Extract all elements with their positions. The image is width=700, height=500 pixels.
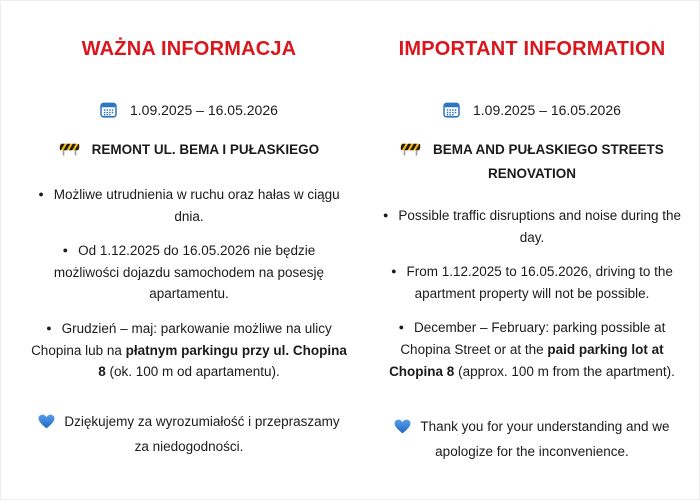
thanks-note-text: Dziękujemy za wyrozumiałość i przepraszamy za niedogodności. xyxy=(64,413,340,454)
calendar-icon xyxy=(443,105,460,121)
bullet-parking-en xyxy=(381,317,683,382)
page-title-polish: WAŻNA INFORMACJA xyxy=(81,38,297,60)
bullet-dot: ● xyxy=(391,266,397,277)
bullet-text: Możliwe utrudnienia w ruchu oraz hałas w ciągu dnia. xyxy=(53,187,340,224)
bullet-dot: ● xyxy=(398,322,405,333)
notice-column-english xyxy=(371,29,693,499)
thanks-note-english xyxy=(381,416,683,463)
renovation-heading-text: REMONT UL. BEMA I PUŁASKIEGO xyxy=(91,142,320,158)
construction-barrier-icon xyxy=(400,145,421,160)
bullet-traffic-noise-pl xyxy=(31,184,347,227)
calendar-icon xyxy=(100,105,117,121)
date-range-row-polish xyxy=(31,101,347,122)
bullet-text: Grudzień – maj: parkowanie możliwe na ulicy Chopina lub na płatnym parkingu przy ul. Chopina 8 (ok. 100 m od apartamentu). xyxy=(31,321,347,380)
date-range-row-english xyxy=(371,101,693,122)
bullet-text: December – February: parking possible at Chopina Street or at the paid parking lot at Chopina 8 (approx. 100 m from the apartment). xyxy=(389,320,675,379)
bullet-parking-pl xyxy=(31,318,347,383)
bullet-no-driving-en xyxy=(381,261,683,304)
blue-heart-icon xyxy=(394,422,411,437)
date-range-text: 1.09.2025 – 16.05.2026 xyxy=(472,102,621,118)
bullet-text: Possible traffic disruptions and noise during the day. xyxy=(398,208,682,245)
date-range-text: 1.09.2025 – 16.05.2026 xyxy=(129,102,278,118)
renovation-heading-polish xyxy=(31,140,347,164)
bullet-text: Od 1.12.2025 do 16.05.2026 nie będzie możliwości dojazdu samochodem na posesję apartamentu. xyxy=(53,243,325,302)
bullet-dot: ● xyxy=(382,210,389,221)
bullet-traffic-noise-en xyxy=(381,205,683,248)
notice-column-polish xyxy=(31,29,347,499)
blue-heart-icon xyxy=(38,417,55,432)
bullet-no-driving-pl xyxy=(31,240,347,305)
bullet-dot: ● xyxy=(62,245,69,256)
bullet-dot: ● xyxy=(46,323,52,334)
thanks-note-polish xyxy=(31,411,347,458)
construction-barrier-icon xyxy=(59,145,80,160)
renovation-heading-text: BEMA AND PUŁASKIEGO STREETS RENOVATION xyxy=(433,142,664,182)
page-title-english: IMPORTANT INFORMATION xyxy=(398,38,666,60)
bullet-dot: ● xyxy=(38,189,44,200)
renovation-heading-english xyxy=(384,140,680,185)
thanks-note-text: Thank you for your understanding and we apologize for the inconvenience. xyxy=(420,419,670,460)
bullet-text: From 1.12.2025 to 16.05.2026, driving to the apartment property will not be possible. xyxy=(406,264,673,301)
